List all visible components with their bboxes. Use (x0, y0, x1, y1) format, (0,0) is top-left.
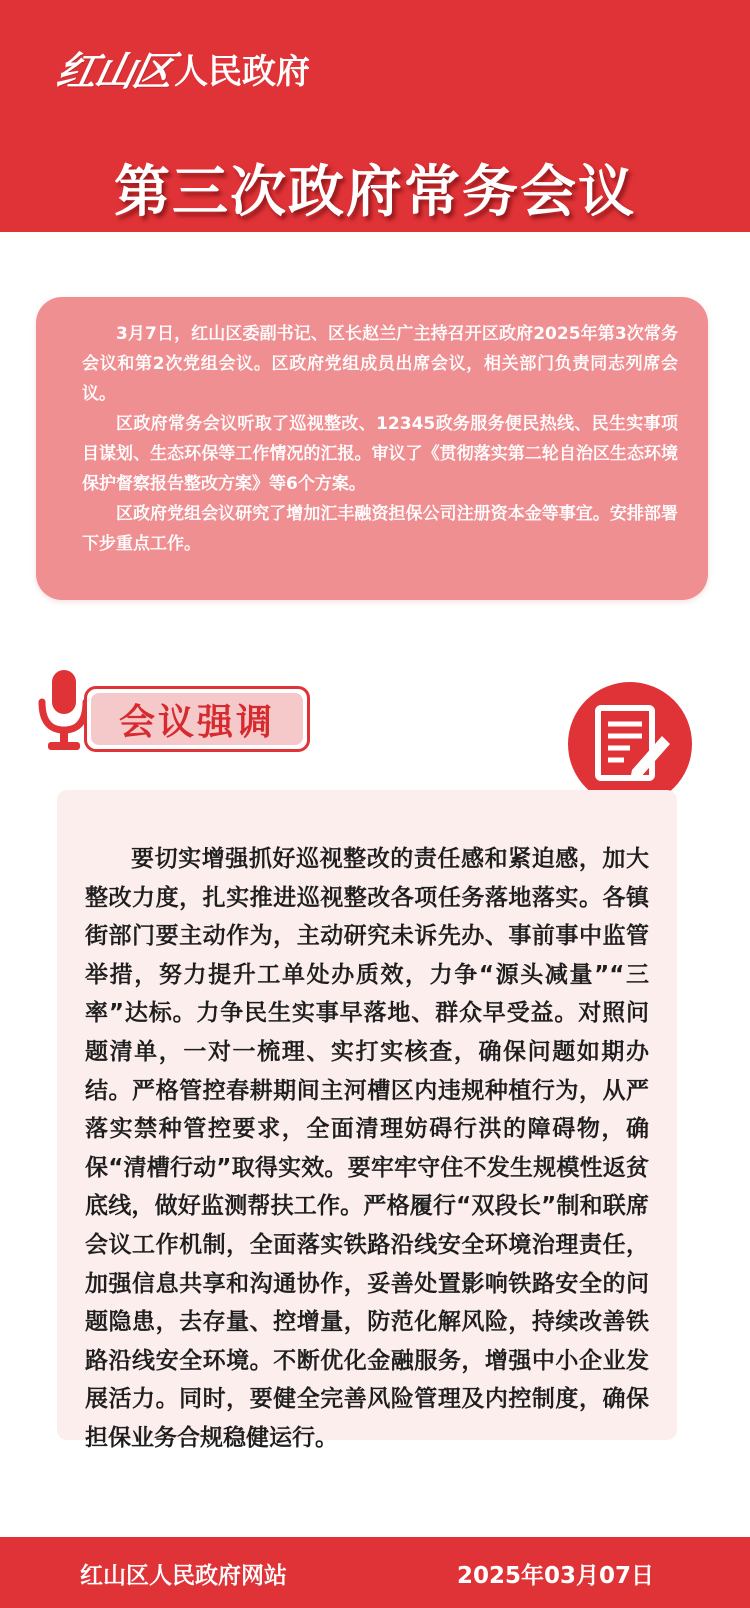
brand-logo (52, 40, 310, 97)
brand-text: 人民政府 (174, 52, 310, 92)
content-body: 要切实增强抓好巡视整改的责任感和紧迫感，加大整改力度，扎实推进巡视整改各项任务落地落实。各镇街部门要主动作为，主动研究未诉先办、事前事中监管举措，努力提升工单处办质效，力争“源头减量”“三率”达标。力争民生实事早落地、群众早受益。对照问题清单，一对一梳理、实打实核查，确保问题如期办结。严格管控春耕期间主河槽区内违规种植行为，从严落实禁种管控要求，全面清理妨碍行洪的障碍物，确保“清槽行动”取得实效。要牢牢守住不发生规模性返贫底线，做好监测帮扶工作。严格履行“双段长”制和联席会议工作机制，全面落实铁路沿线安全环境治理责任，加强信息共享和沟通协作，妥善处置影响铁路安全的问题隐患，去存量、控增量，防范化解风险，持续改善铁路沿线安全环境。不断优化金融服务，增强中小企业发展活力。同时，要健全完善风险管理及内控制度，确保担保业务合规稳健运行。 (85, 846, 649, 1451)
section-badge (84, 686, 310, 752)
footer-site-name: 红山区人民政府网站 (80, 1563, 287, 1589)
page-title: 第三次政府常务会议 (114, 160, 636, 225)
header (0, 0, 750, 232)
section-badge-inner (91, 693, 303, 745)
summary-paragraph: 区政府常务会议听取了巡视整改、12345政务服务便民热线、民生实事项目谋划、生态环保等工作情况的汇报。审议了《贯彻落实第二轮自治区生态环境保护督察报告整改方案》等6个方案。 (82, 414, 678, 494)
footer (0, 1537, 750, 1608)
brand-calligraphy: 红山区 (52, 48, 177, 95)
summary-card (36, 297, 708, 600)
section-badge-label: 会议强调 (118, 701, 275, 743)
summary-paragraph: 区政府党组会议研究了增加汇丰融资担保公司注册资本金等事宜。安排部署下步重点工作。 (82, 504, 678, 554)
footer-date: 2025年03月07日 (456, 1563, 654, 1589)
summary-paragraph: 3月7日，红山区委副书记、区长赵兰广主持召开区政府2025年第3次常务会议和第2次党组会议。区政府党组成员出席会议，相关部门负责同志列席会议。 (82, 324, 678, 404)
content-card (57, 790, 677, 1451)
